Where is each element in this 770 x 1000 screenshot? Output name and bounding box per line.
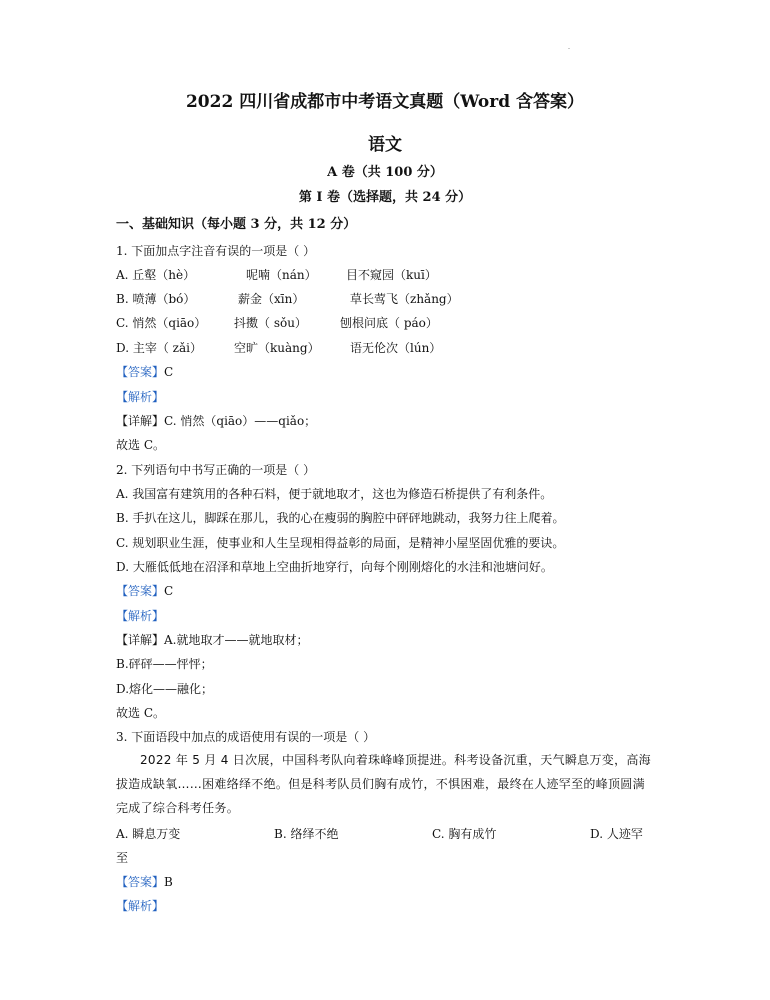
q1-option-d-2: 空旷（kuàng）	[234, 341, 320, 355]
q1-option-b-2: 薪金（xīn）	[238, 292, 305, 306]
q3-passage: 2022 年 5 月 4 日次展，中国科考队向着珠峰峰顶提进。科考设备沉重，天气瞬息万变，高海拔造成缺氧……困难络绎不绝。但是科考队员们胸有成竹，不惧困难，最终在人迹罕至的峰顶圆满完成了综合科考任务。	[116, 753, 651, 815]
question-3-stem: 3. 下面语段中加点的成语使用有误的一项是（ ）	[116, 730, 376, 744]
volume-heading: A 卷（共 100 分）	[327, 165, 443, 180]
q2-conclusion: 故选 C。	[116, 706, 165, 720]
q2-detail-3: D.熔化——融化；	[116, 682, 214, 696]
question-2-stem: 2. 下列语句中书写正确的一项是（ ）	[116, 463, 316, 477]
q1-option-a-3: 目不窥园（kuī）	[346, 268, 437, 282]
q3-option-b: B. 络绎不绝	[274, 827, 339, 841]
q3-answer	[116, 874, 173, 890]
question-1-stem: 1. 下面加点字注音有误的一项是（ ）	[116, 244, 316, 258]
q1-answer	[116, 364, 173, 380]
q2-detail-2: B.砰砰——怦怦；	[116, 657, 213, 671]
answer-tag: 【答案】	[116, 584, 165, 598]
q2-option-a: A. 我国富有建筑用的各种石料，便于就地取才，这也为修造石桥提供了有利条件。	[116, 487, 553, 501]
q2-analysis-tag: 【解析】	[116, 609, 165, 623]
q3-option-d: D. 人迹罕	[590, 827, 643, 841]
answer-tag: 【答案】	[116, 875, 165, 889]
q1-option-a-2: 呢喃（nán）	[246, 268, 317, 282]
q1-option-c-3: 刨根问底（ páo）	[340, 316, 438, 330]
section-heading: 一、基础知识（每小题 3 分，共 12 分）	[116, 217, 357, 232]
q1-option-c-1: C. 悄然（qiāo）	[116, 316, 207, 330]
q1-detail: 【详解】C. 悄然（qiāo）——qiǎo；	[116, 414, 317, 428]
q3-option-d-wrap: 至	[116, 851, 129, 865]
q3-option-a: A. 瞬息万变	[116, 827, 181, 841]
answer-value: C	[164, 365, 174, 379]
document-title: 2022 四川省成都市中考语文真题（Word 含答案）	[185, 92, 585, 112]
subject-heading: 语文	[368, 135, 402, 155]
answer-tag: 【答案】	[116, 365, 165, 379]
part-heading: 第 I 卷（选择题，共 24 分）	[298, 190, 472, 205]
answer-value: C	[164, 584, 174, 598]
page-mark	[568, 48, 570, 49]
q1-option-b-1: B. 喷薄（bó）	[116, 292, 196, 306]
answer-value: B	[164, 875, 173, 889]
q2-option-c: C. 规划职业生涯，使事业和人生呈现相得益彰的局面，是精神小屋坚固优雅的要诀。	[116, 536, 565, 550]
q3-analysis-tag: 【解析】	[116, 899, 165, 913]
q1-option-d-3: 语无伦次（lún）	[350, 341, 442, 355]
q3-option-c: C. 胸有成竹	[432, 827, 497, 841]
q2-option-b: B. 手扒在这儿，脚踩在那儿，我的心在瘦弱的胸腔中砰砰地跳动，我努力往上爬着。	[116, 511, 565, 525]
q1-analysis-tag: 【解析】	[116, 390, 165, 404]
q2-answer	[116, 583, 173, 599]
q1-conclusion: 故选 C。	[116, 438, 165, 452]
q2-detail-1: 【详解】A.就地取才——就地取材；	[116, 633, 309, 647]
q2-option-d: D. 大雁低低地在沼泽和草地上空曲折地穿行，向每个刚刚熔化的水洼和池塘问好。	[116, 560, 553, 574]
q1-option-b-3: 草长莺飞（zhǎng）	[350, 292, 459, 306]
q1-option-d-1: D. 主宰（ zǎi）	[116, 341, 202, 355]
q1-option-a-1: A. 丘壑（hè）	[116, 268, 196, 282]
q1-option-c-2: 抖擞（ sǒu）	[234, 316, 307, 330]
